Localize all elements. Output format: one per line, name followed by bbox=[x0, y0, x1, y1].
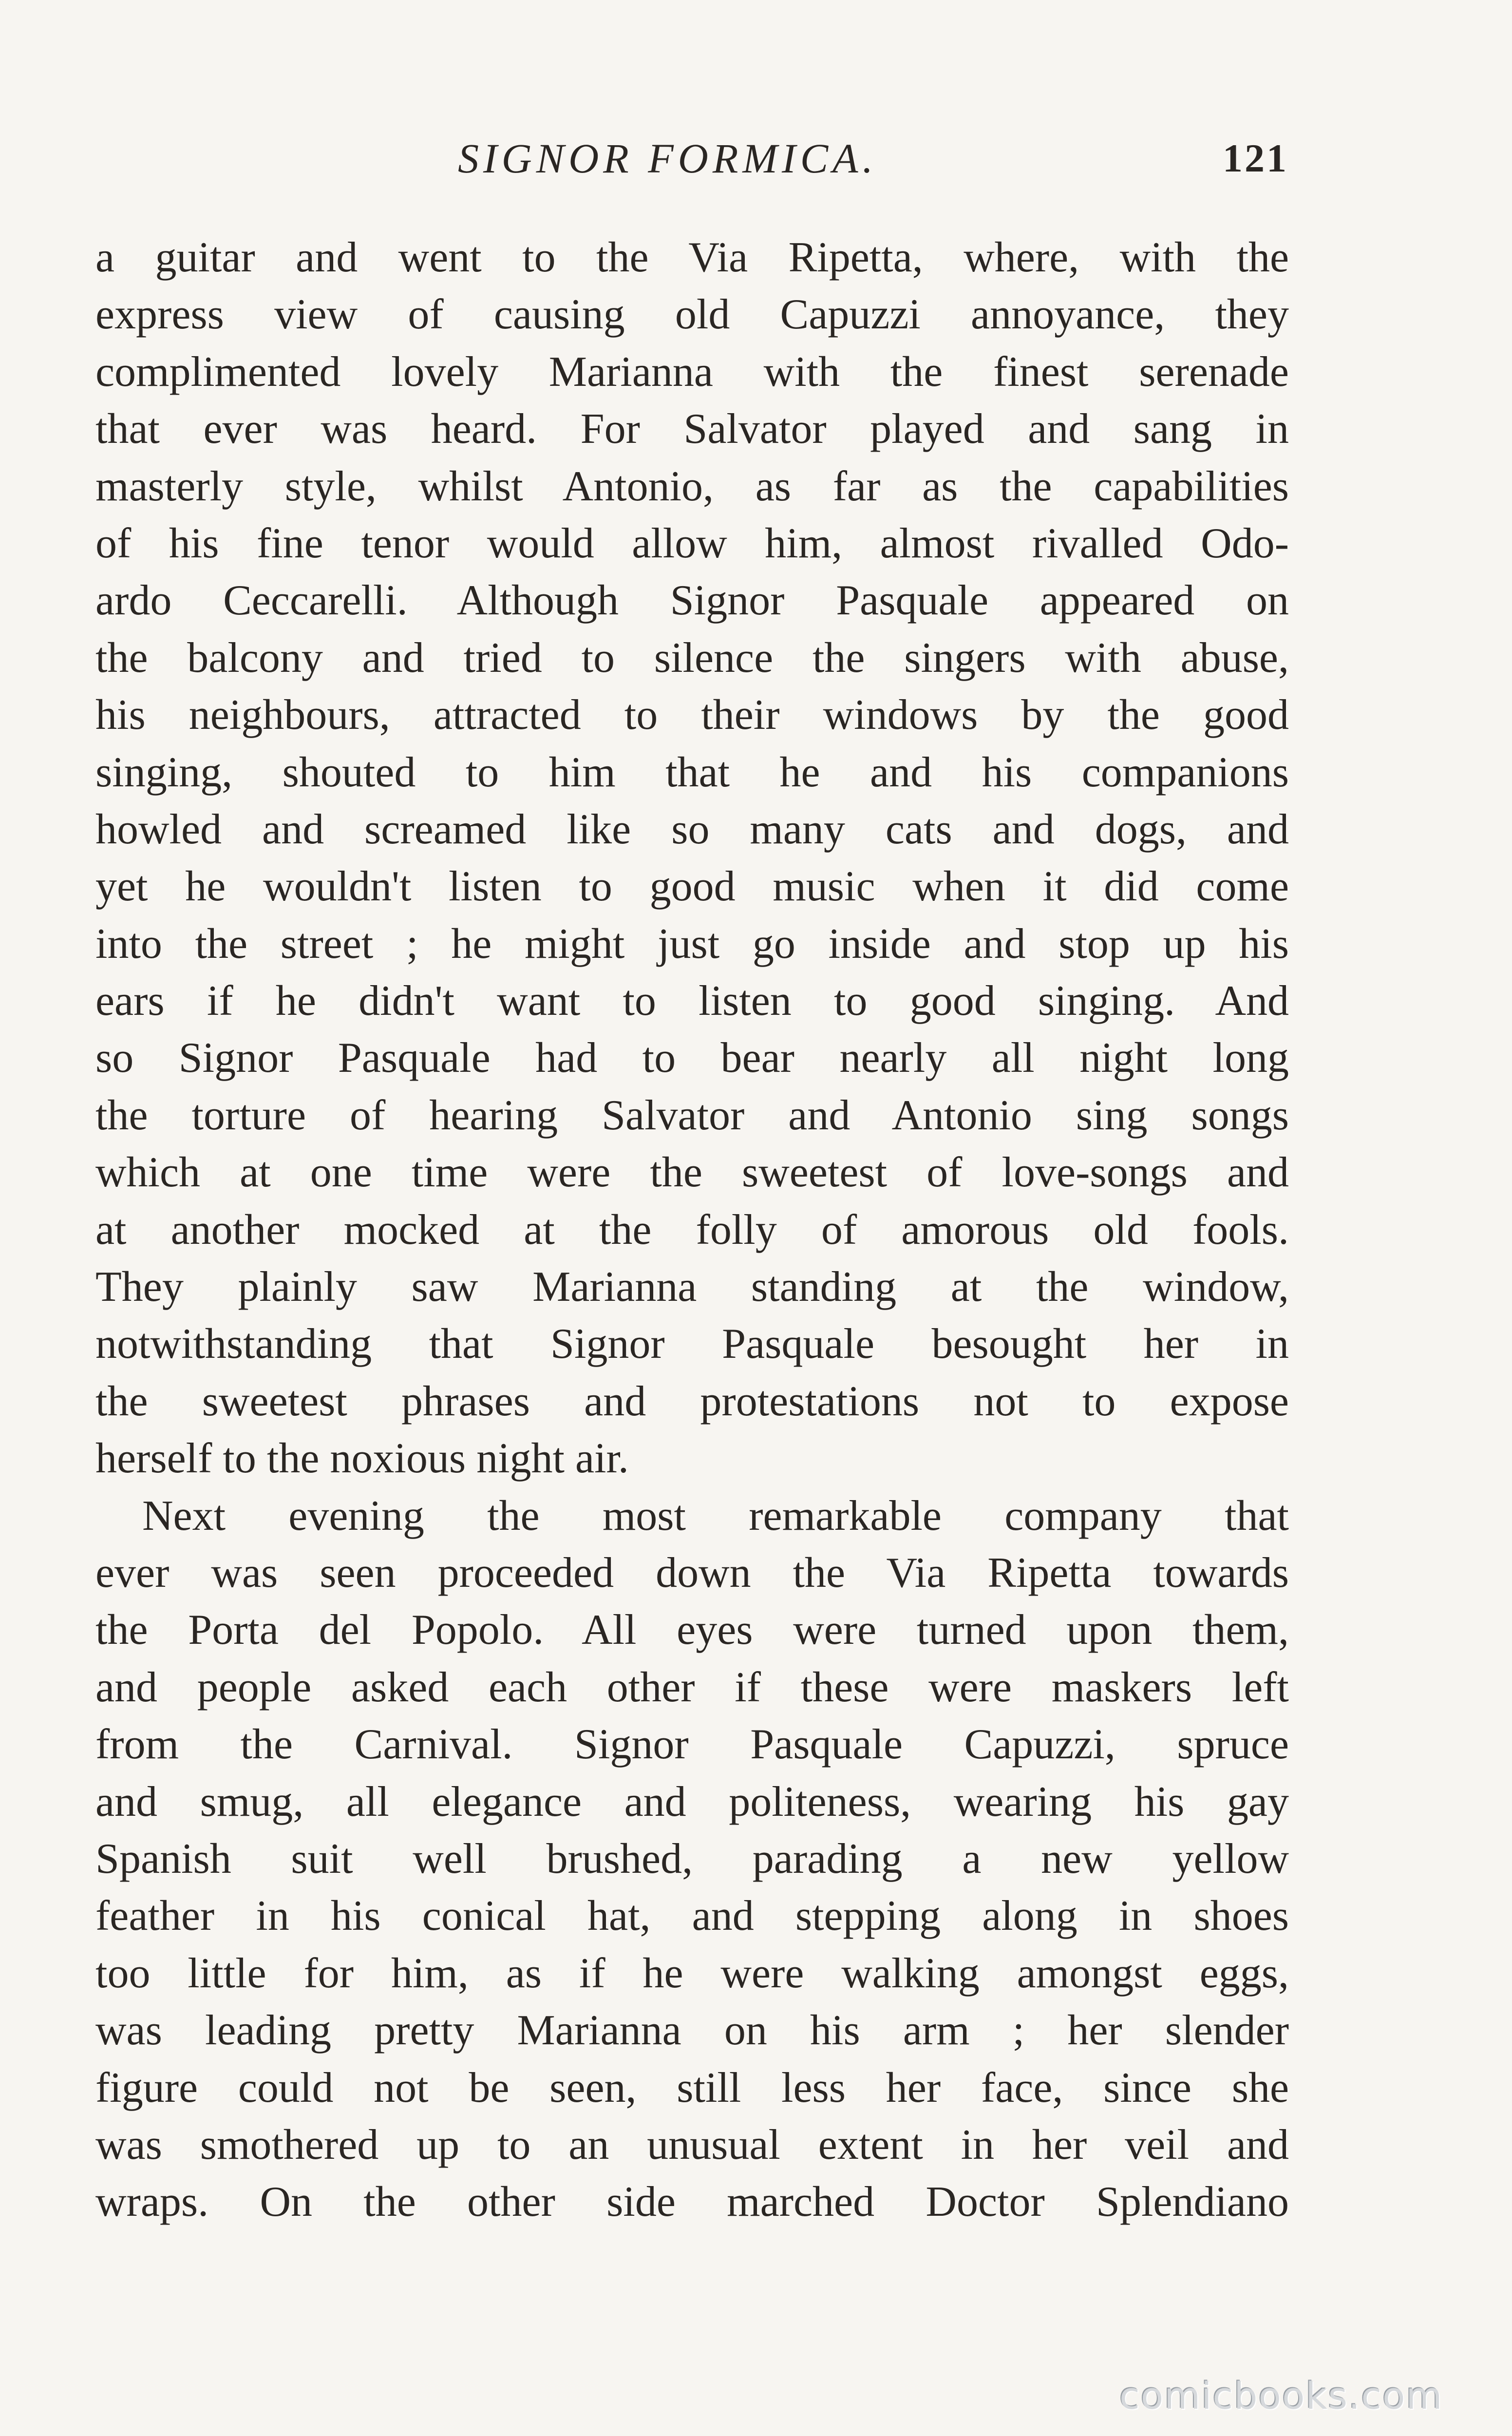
text-line: the sweetest phrases and protestations not to expose bbox=[95, 1377, 1289, 1425]
text-line: was smothered up to an unusual extent in her veil and bbox=[95, 2121, 1289, 2169]
text-line: figure could not be seen, still less her face, since she bbox=[95, 2064, 1289, 2112]
text-line: Spanish suit well brushed, parading a new yellow bbox=[95, 1835, 1289, 1883]
text-line: which at one time were the sweetest of love-songs and bbox=[95, 1149, 1289, 1197]
text-line: the Porta del Popolo. All eyes were turned upon them, bbox=[95, 1606, 1289, 1654]
running-title: SIGNOR FORMICA. bbox=[458, 135, 878, 182]
text-line: was leading pretty Marianna on his arm ; her slender bbox=[95, 2007, 1289, 2055]
text-line: complimented lovely Marianna with the finest serenade bbox=[95, 348, 1289, 396]
text-line: into the street ; he might just go inside and stop up his bbox=[95, 920, 1289, 968]
text-line: that ever was heard. For Salvator played and sang in bbox=[95, 405, 1289, 453]
body-text bbox=[95, 229, 1289, 2231]
text-line: his neighbours, attracted to their windows by the good bbox=[95, 691, 1289, 739]
text-line: too little for him, as if he were walking amongst eggs, bbox=[95, 1949, 1289, 1997]
text-line: so Signor Pasquale had to bear nearly all night long bbox=[95, 1034, 1289, 1082]
text-line: They plainly saw Marianna standing at the window, bbox=[95, 1263, 1289, 1311]
text-line: a guitar and went to the Via Ripetta, where, with the bbox=[95, 234, 1289, 281]
page-number: 121 bbox=[1223, 136, 1288, 180]
text-line: masterly style, whilst Antonio, as far as the capabilities bbox=[95, 462, 1289, 510]
text-line: yet he wouldn't listen to good music when it did come bbox=[95, 863, 1289, 911]
text-line: ears if he didn't want to listen to good singing. And bbox=[95, 977, 1289, 1025]
paragraph-2 bbox=[95, 1487, 1289, 2231]
text-line: the balcony and tried to silence the singers with abuse, bbox=[95, 634, 1289, 682]
text-line: notwithstanding that Signor Pasquale besought her in bbox=[95, 1320, 1289, 1368]
text-line: herself to the noxious night air. bbox=[95, 1435, 629, 1483]
watermark: comicbooks.com bbox=[1119, 2374, 1443, 2417]
running-head bbox=[0, 132, 1512, 185]
paragraph-1 bbox=[95, 229, 1289, 1487]
text-line: feather in his conical hat, and stepping along in shoes bbox=[95, 1892, 1289, 1940]
text-line: of his fine tenor would allow him, almost rivalled Odo- bbox=[95, 519, 1289, 567]
text-line: and smug, all elegance and politeness, wearing his gay bbox=[95, 1778, 1289, 1826]
text-line: ever was seen proceeded down the Via Ripetta towards bbox=[95, 1549, 1289, 1597]
text-line: from the Carnival. Signor Pasquale Capuzzi, spruce bbox=[95, 1721, 1289, 1769]
text-line: the torture of hearing Salvator and Antonio sing songs bbox=[95, 1091, 1289, 1139]
text-line: express view of causing old Capuzzi annoyance, they bbox=[95, 291, 1289, 339]
text-line: ardo Ceccarelli. Although Signor Pasquale appeared on bbox=[95, 577, 1289, 625]
text-line: wraps. On the other side marched Doctor Splendiano bbox=[95, 2178, 1289, 2226]
text-line: at another mocked at the folly of amorous old fools. bbox=[95, 1206, 1289, 1254]
text-line: singing, shouted to him that he and his companions bbox=[95, 748, 1289, 796]
text-line: howled and screamed like so many cats and dogs, and bbox=[95, 805, 1289, 853]
text-line: and people asked each other if these were maskers left bbox=[95, 1663, 1289, 1711]
text-line: Next evening the most remarkable company that bbox=[142, 1492, 1289, 1540]
